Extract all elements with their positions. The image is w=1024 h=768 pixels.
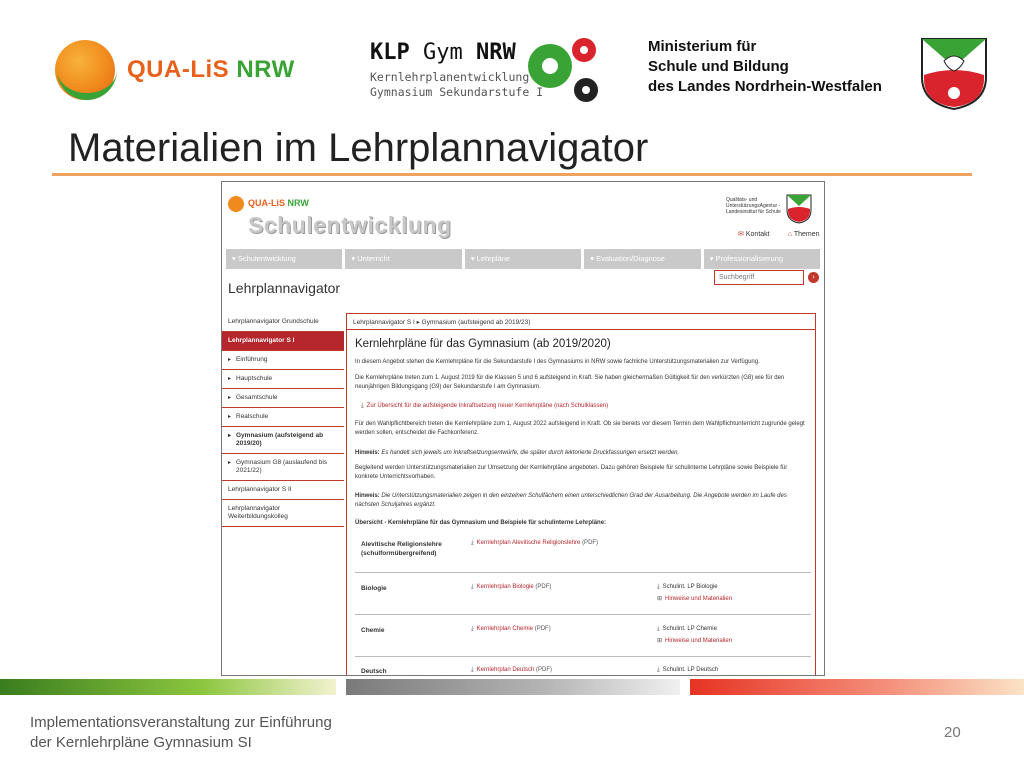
sidebar-item-hauptschule[interactable]: ▸ Hauptschule bbox=[222, 370, 344, 389]
ministry-line3: des Landes Nordrhein-Westfalen bbox=[648, 78, 882, 95]
nav-item-lehrplaene[interactable]: ▾ Lehrpläne bbox=[465, 249, 581, 269]
download-icon: ⤓ bbox=[471, 540, 474, 546]
table-row bbox=[355, 572, 811, 614]
qualis-swoosh-icon bbox=[57, 70, 117, 100]
content-hint2 bbox=[355, 492, 811, 510]
subject-name: Biologie bbox=[361, 585, 387, 592]
footer-line2: der Kernlehrpläne Gymnasium SI bbox=[30, 734, 252, 751]
content-validity: Die Kernlehrpläne treten zum 1. August 2019 für die Klassen 5 und 6 aufsteigend in Kraft. Sie haben gleichermaßen Gültigkeit für den verkürzten (G8) wie für den neunjährigen Bildungsgang (G9) der Sekundarstufe I am Gymnasium. bbox=[355, 375, 785, 390]
gear-icon bbox=[574, 78, 598, 102]
kernlehrplan-link[interactable] bbox=[471, 626, 551, 633]
subject-name: Chemie bbox=[361, 627, 385, 634]
screenshot-top-links bbox=[738, 230, 825, 238]
gear-icon bbox=[528, 44, 572, 88]
plus-icon: ⊞ bbox=[657, 596, 663, 602]
hinweise-label: Hinweise und Materialien bbox=[665, 596, 733, 602]
ministry-logo-text bbox=[648, 37, 882, 97]
nav-item-label: Evaluation/Diagnose bbox=[596, 254, 665, 263]
overview-link-label: Zur Übersicht für die aufsteigende Inkraftsetzung neuer Kernlehrpläne (nach Schulklassen) bbox=[366, 403, 609, 409]
sidebar-item-s1[interactable]: Lehrplannavigator S I bbox=[222, 332, 344, 351]
klp-logo-title-gym: Gym bbox=[423, 40, 463, 65]
ministry-line1: Ministerium für bbox=[648, 38, 757, 55]
table-row bbox=[355, 614, 811, 656]
page-number: 20 bbox=[944, 724, 961, 741]
sidebar-item-s2[interactable]: Lehrplannavigator S II bbox=[222, 481, 344, 500]
sidebar-item-einfuehrung[interactable]: ▸ Einführung bbox=[222, 351, 344, 370]
sidebar-item-gymnasium[interactable]: ▸ Gymnasium (aufsteigend ab 2019/20) bbox=[222, 427, 344, 454]
nrw-crest-icon bbox=[920, 37, 988, 111]
school-plan-links bbox=[657, 664, 718, 676]
nav-item-label: Professionalisierung bbox=[715, 254, 784, 263]
footer-bar-red bbox=[690, 679, 1024, 695]
nav-item-professionalisierung[interactable]: ▾ Professionalisierung bbox=[704, 249, 820, 269]
school-plan-links bbox=[657, 581, 732, 605]
klp-logo-title-klp: KLP bbox=[370, 40, 410, 65]
pdf-label: (PDF) bbox=[536, 667, 553, 673]
table-row bbox=[355, 656, 811, 676]
gear-icon bbox=[572, 38, 596, 62]
klp-logo-title-nrw: NRW bbox=[476, 40, 516, 65]
kernlehrplan-link[interactable] bbox=[471, 667, 552, 674]
klp-logo-line2: Gymnasium Sekundarstufe I bbox=[370, 85, 544, 99]
subject-name: Alevitische Religionslehre (schulformübergreifend) bbox=[361, 541, 442, 557]
ministry-line2: Schule und Bildung bbox=[648, 58, 789, 75]
breadcrumb: Lehrplannavigator S I ▸ Gymnasium (aufsteigend ab 2019/23) bbox=[353, 319, 531, 326]
hinweise-label: Hinweise und Materialien bbox=[665, 638, 733, 644]
hint1-text: Es handelt sich jeweils um Inkraftsetzungsentwürfe, die später durch lektorierte Druckfassungen ersetzt werden. bbox=[381, 450, 680, 456]
screenshot-main-nav bbox=[226, 249, 820, 269]
nav-item-label: Schulentwicklung bbox=[237, 254, 296, 263]
sidebar-item-gesamtschule[interactable]: ▸ Gesamtschule bbox=[222, 389, 344, 408]
search-input[interactable]: Suchbegriff bbox=[714, 270, 804, 285]
hint2-text: Die Unterstützungsmaterialien zeigen in den einzelnen Schulfächern einen unterschiedlichen Grad der Ausarbeitung. Die Angebote werden im Laufe des nächsten Schuljahres ergänzt. bbox=[355, 493, 787, 508]
overview-link[interactable] bbox=[361, 403, 608, 410]
topics-link-label: Themen bbox=[793, 231, 820, 238]
content-intro: In diesem Angebot stehen die Kernlehrpläne für die Sekundarstufe I des Gymnasiums in NRW sowie fachliche Unterstützungsmaterialien zur Verfügung. bbox=[355, 359, 760, 365]
qualis-logo-part1: QUA-LiS bbox=[127, 56, 230, 83]
schulint-lp-link[interactable] bbox=[657, 581, 732, 593]
kernlehrplan-link-label: Kernlehrplan Chemie bbox=[476, 626, 534, 632]
topics-link[interactable] bbox=[788, 231, 825, 238]
hint1-label: Hinweis: bbox=[355, 450, 380, 456]
download-icon: ⤓ bbox=[657, 584, 660, 590]
website-screenshot bbox=[221, 181, 825, 676]
kernlehrplan-link[interactable] bbox=[471, 540, 598, 547]
footer-bar-green bbox=[0, 679, 336, 695]
qualis-nrw-logo bbox=[55, 40, 295, 102]
schulint-lp-link[interactable] bbox=[657, 664, 718, 676]
klp-gym-nrw-logo bbox=[370, 38, 610, 108]
screenshot-logo-part2: NRW bbox=[287, 198, 309, 208]
kernlehrplan-link-label: Kernlehrplan Biologie bbox=[476, 584, 534, 590]
hinweise-link[interactable] bbox=[657, 635, 732, 647]
download-icon: ⤓ bbox=[361, 403, 364, 409]
screenshot-sidebar bbox=[222, 313, 344, 527]
nav-item-evaluation[interactable]: ▾ Evaluation/Diagnose bbox=[584, 249, 700, 269]
contact-link[interactable] bbox=[738, 231, 778, 238]
content-materials: Begleitend werden Unterstützungsmaterialien zur Umsetzung der Kernlehrpläne angeboten. Dazu gehören Beispiele für schulinterne Lehrpläne sowie Beispiele für konkrete Unterrichtsvorhaben. bbox=[355, 465, 788, 480]
pdf-label: (PDF) bbox=[582, 540, 599, 546]
nav-item-schulentwicklung[interactable]: ▾ Schulentwicklung bbox=[226, 249, 342, 269]
pdf-label: (PDF) bbox=[535, 584, 552, 590]
download-icon: ⤓ bbox=[471, 626, 474, 632]
schulint-lp-label: Schulint. LP Biologie bbox=[662, 584, 718, 590]
hinweise-link[interactable] bbox=[657, 593, 732, 605]
nav-item-label: Unterricht bbox=[357, 254, 390, 263]
download-icon: ⤓ bbox=[657, 626, 660, 632]
sitemap-icon: ⌂ bbox=[787, 231, 792, 238]
sidebar-item-realschule[interactable]: ▸ Realschule bbox=[222, 408, 344, 427]
qualis-sun-icon bbox=[228, 196, 244, 212]
table-row bbox=[355, 532, 811, 572]
nrw-crest-icon bbox=[786, 194, 812, 224]
pdf-label: (PDF) bbox=[534, 626, 551, 632]
breadcrumb-divider bbox=[347, 329, 815, 330]
sidebar-item-weiterbildungskolleg[interactable]: Lehrplannavigator Weiterbildungskolleg bbox=[222, 500, 344, 527]
mail-icon: ✉ bbox=[738, 231, 744, 238]
footer-caption bbox=[30, 713, 332, 753]
content-heading: Kernlehrpläne für das Gymnasium (ab 2019/2020) bbox=[355, 338, 611, 350]
overview-heading: Übersicht - Kernlehrpläne für das Gymnasium und Beispiele für schulinterne Lehrpläne: bbox=[355, 520, 607, 526]
subject-name: Deutsch bbox=[361, 668, 387, 675]
screenshot-content bbox=[346, 313, 816, 676]
title-underline bbox=[52, 173, 972, 176]
contact-link-label: Kontakt bbox=[745, 231, 770, 238]
content-wahlpflicht: Für den Wahlpflichtbereich treten die Kernlehrpläne zum 1. August 2022 aufsteigend in Kraft. Ob sie bereits vor diesem Termin dem Wahlpflichtunterricht zugrunde gelegt werden sollen, entscheidet die Fachkonferenz. bbox=[355, 421, 805, 436]
sidebar-item-grundschule[interactable]: Lehrplannavigator Grundschule bbox=[222, 313, 344, 332]
hint2-label: Hinweis: bbox=[355, 493, 380, 499]
plus-icon: ⊞ bbox=[657, 638, 663, 644]
nav-item-label: Lehrpläne bbox=[476, 254, 511, 263]
screenshot-page-title: Lehrplannavigator bbox=[228, 280, 341, 296]
klp-logo-title bbox=[370, 40, 516, 65]
nav-item-unterricht[interactable]: ▾ Unterricht bbox=[345, 249, 461, 269]
download-icon: ⤓ bbox=[471, 667, 474, 673]
school-plan-links bbox=[657, 623, 732, 647]
sidebar-item-gymnasium-g8[interactable]: ▸ Gymnasium G8 (auslaufend bis 2021/22) bbox=[222, 454, 344, 481]
screenshot-brand: Schulentwicklung bbox=[248, 212, 452, 238]
schulint-lp-label: Schulint. LP Deutsch bbox=[662, 667, 719, 673]
klp-logo-line1: Kernlehrplanentwicklung bbox=[370, 70, 530, 84]
search-button[interactable]: › bbox=[808, 272, 819, 283]
kernlehrplan-link[interactable] bbox=[471, 584, 551, 591]
kernlehrplan-link-label: Kernlehrplan Alevitische Religionslehre bbox=[476, 540, 581, 546]
screenshot-logo-part1: QUA-LiS bbox=[248, 198, 285, 208]
slide-title: Materialien im Lehrplannavigator bbox=[68, 126, 649, 170]
screenshot-agency-text: Qualitäts- und UnterstützungsAgentur - Landesinstitut für Schule bbox=[726, 197, 781, 215]
content-hint1 bbox=[355, 449, 811, 458]
footer-line1: Implementationsveranstaltung zur Einführung bbox=[30, 714, 332, 731]
footer-bar-gray bbox=[346, 679, 680, 695]
download-icon: ⤓ bbox=[471, 584, 474, 590]
qualis-logo-part2: NRW bbox=[236, 56, 295, 83]
schulint-lp-label: Schulint. LP Chemie bbox=[662, 626, 717, 632]
qualis-logo-text bbox=[127, 56, 295, 84]
download-icon: ⤓ bbox=[657, 667, 660, 673]
kernlehrplan-link-label: Kernlehrplan Deutsch bbox=[476, 667, 535, 673]
schulint-lp-link[interactable] bbox=[657, 623, 732, 635]
